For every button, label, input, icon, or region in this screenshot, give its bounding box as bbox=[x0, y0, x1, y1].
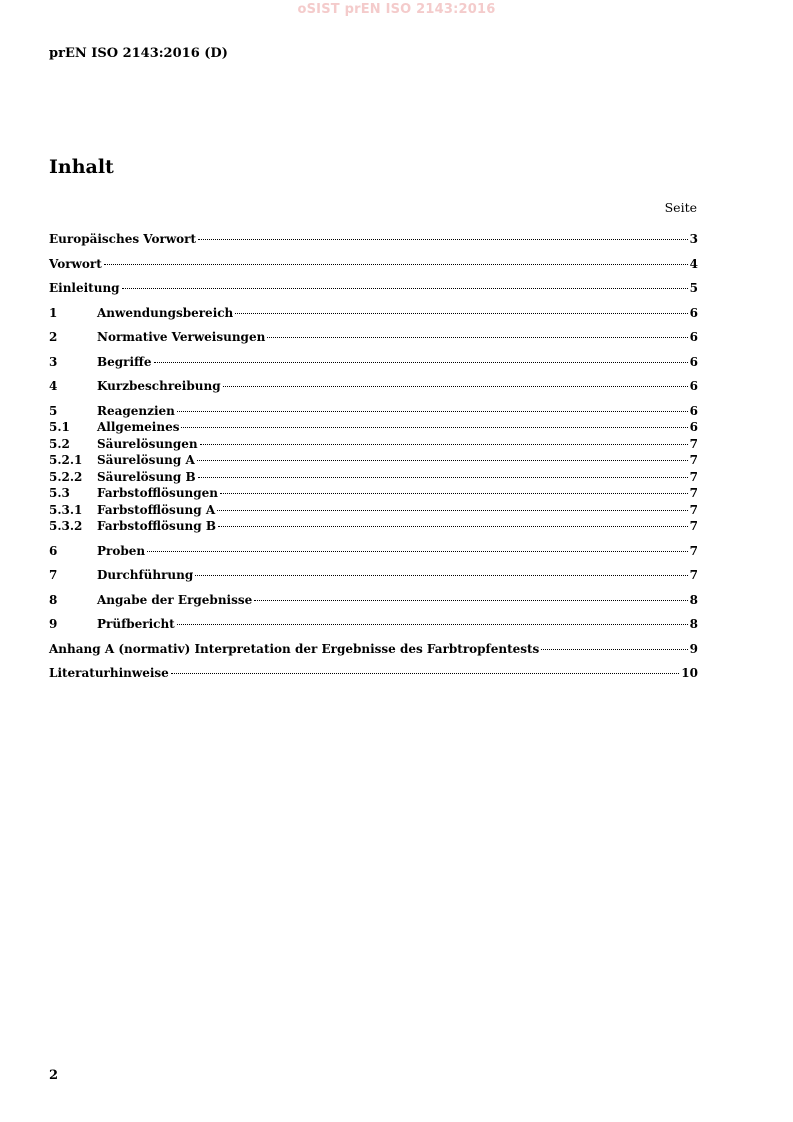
dot-leader bbox=[200, 444, 688, 445]
toc-entry-page: 6 bbox=[689, 330, 698, 344]
toc-entry[interactable] bbox=[49, 568, 698, 585]
toc-entry-title: Europäisches Vorwort bbox=[49, 232, 197, 246]
toc-entry-page: 7 bbox=[689, 543, 698, 558]
toc-entry-number: 7 bbox=[49, 568, 58, 582]
toc-entry-number: 6 bbox=[49, 543, 58, 558]
toc-entry-title: Allgemeines bbox=[97, 420, 180, 434]
toc-entry-page: 7 bbox=[689, 519, 698, 533]
toc-entry-title: Begriffe bbox=[97, 354, 152, 369]
toc-entry[interactable] bbox=[49, 437, 698, 454]
toc-entry-title: Säurelösungen bbox=[97, 436, 198, 451]
toc-entry-page: 7 bbox=[689, 568, 698, 582]
dot-leader bbox=[223, 386, 688, 387]
toc-entry-page: 7 bbox=[689, 469, 698, 484]
toc-entry[interactable] bbox=[49, 453, 698, 470]
dot-leader bbox=[198, 477, 688, 478]
toc-entry-number: 2 bbox=[49, 330, 58, 344]
toc-entry-page: 6 bbox=[689, 403, 698, 418]
toc-entry[interactable] bbox=[49, 617, 698, 634]
toc-entry-title: Anwendungsbereich bbox=[97, 305, 234, 320]
dot-leader bbox=[171, 673, 680, 674]
dot-leader bbox=[177, 624, 688, 625]
dot-leader bbox=[254, 600, 687, 601]
toc-entry[interactable] bbox=[49, 642, 698, 659]
toc-entry[interactable] bbox=[49, 330, 698, 347]
toc-entry-number: 5.2.2 bbox=[49, 469, 83, 484]
toc-entry-title: Durchführung bbox=[97, 568, 194, 582]
toc-entry-number: 5 bbox=[49, 403, 58, 418]
dot-leader bbox=[122, 288, 688, 289]
toc-entry-title: Vorwort bbox=[49, 256, 102, 271]
toc-entry-page: 7 bbox=[689, 453, 698, 467]
toc-entry[interactable] bbox=[49, 306, 698, 323]
toc-entry-number: 8 bbox=[49, 592, 58, 607]
toc-entry[interactable] bbox=[49, 379, 698, 396]
dot-leader bbox=[217, 510, 687, 511]
toc-entry[interactable] bbox=[49, 503, 698, 520]
toc-entry-page: 6 bbox=[689, 354, 698, 369]
dot-leader bbox=[147, 551, 688, 552]
dot-leader bbox=[198, 239, 688, 240]
toc-entry-title: Angabe der Ergebnisse bbox=[97, 592, 253, 607]
toc-entry-number: 5.1 bbox=[49, 420, 70, 434]
toc-entry[interactable] bbox=[49, 593, 698, 610]
toc-entry-number: 4 bbox=[49, 379, 58, 393]
toc-entry[interactable] bbox=[49, 404, 698, 421]
dot-leader bbox=[177, 411, 688, 412]
toc-entry-title: Farbstofflösung B bbox=[97, 519, 216, 533]
toc-entry-number: 5.3.1 bbox=[49, 502, 83, 517]
toc-entry-number: 5.2 bbox=[49, 436, 70, 451]
toc-entry[interactable] bbox=[49, 486, 698, 503]
toc-entry-page: 8 bbox=[689, 592, 698, 607]
toc-entry-page: 6 bbox=[689, 379, 698, 393]
toc-entry-title: Reagenzien bbox=[97, 403, 175, 418]
toc-entry-page: 9 bbox=[689, 641, 698, 656]
toc-entry-page: 10 bbox=[681, 666, 698, 680]
page-number: 2 bbox=[49, 1068, 59, 1083]
toc-entry-title: Einleitung bbox=[49, 281, 120, 295]
toc-entry-number: 5.2.1 bbox=[49, 453, 83, 467]
toc-entry-page: 7 bbox=[689, 502, 698, 517]
toc-entry-title: Literaturhinweise bbox=[49, 666, 169, 680]
dot-leader bbox=[154, 362, 688, 363]
toc-entry[interactable] bbox=[49, 420, 698, 437]
dot-leader bbox=[267, 337, 687, 338]
toc-entry-page: 4 bbox=[689, 256, 698, 271]
toc-entry[interactable] bbox=[49, 257, 698, 274]
toc-entry-title: Säurelösung B bbox=[97, 469, 196, 484]
toc-entry-page: 5 bbox=[689, 281, 698, 295]
table-of-contents bbox=[49, 232, 698, 683]
toc-entry-page: 6 bbox=[689, 420, 698, 434]
toc-entry-number: 9 bbox=[49, 617, 58, 631]
toc-entry-page: 6 bbox=[689, 305, 698, 320]
dot-leader bbox=[104, 264, 688, 265]
page-column-label: Seite bbox=[664, 200, 697, 215]
toc-entry-page: 7 bbox=[689, 436, 698, 451]
toc-entry[interactable] bbox=[49, 355, 698, 372]
toc-entry[interactable] bbox=[49, 470, 698, 487]
toc-entry-title: Kurzbeschreibung bbox=[97, 379, 221, 393]
dot-leader bbox=[197, 460, 688, 461]
toc-entry-title: Normative Verweisungen bbox=[97, 330, 266, 344]
toc-entry[interactable] bbox=[49, 666, 698, 683]
dot-leader bbox=[235, 313, 687, 314]
toc-entry-page: 7 bbox=[689, 486, 698, 500]
toc-entry-title: Säurelösung A bbox=[97, 453, 195, 467]
toc-entry-number: 1 bbox=[49, 305, 58, 320]
toc-entry-title: Proben bbox=[97, 543, 146, 558]
toc-entry[interactable] bbox=[49, 281, 698, 298]
toc-entry[interactable] bbox=[49, 232, 698, 249]
toc-entry-title: Anhang A (normativ) Interpretation der Ergebnisse des Farbtropfentests bbox=[49, 641, 540, 656]
toc-entry-title: Farbstofflösung A bbox=[97, 502, 216, 517]
dot-leader bbox=[541, 649, 687, 650]
toc-entry[interactable] bbox=[49, 519, 698, 536]
watermark: oSIST prEN ISO 2143:2016 bbox=[297, 2, 496, 17]
toc-entry-page: 8 bbox=[689, 617, 698, 631]
dot-leader bbox=[218, 526, 688, 527]
dot-leader bbox=[195, 575, 687, 576]
toc-entry[interactable] bbox=[49, 544, 698, 561]
toc-entry-number: 3 bbox=[49, 354, 58, 369]
dot-leader bbox=[220, 493, 688, 494]
toc-entry-page: 3 bbox=[689, 232, 698, 246]
document-id: prEN ISO 2143:2016 (D) bbox=[49, 46, 228, 61]
toc-entry-title: Farbstofflösungen bbox=[97, 486, 219, 500]
toc-entry-number: 5.3.2 bbox=[49, 519, 83, 533]
toc-entry-number: 5.3 bbox=[49, 486, 70, 500]
toc-heading: Inhalt bbox=[49, 156, 114, 178]
dot-leader bbox=[181, 427, 687, 428]
toc-entry-title: Prüfbericht bbox=[97, 617, 175, 631]
